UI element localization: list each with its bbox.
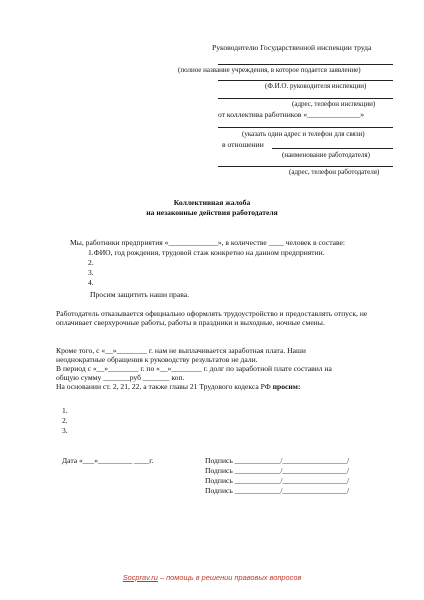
employer-address-blank-line: [218, 166, 393, 167]
signature-row-4: Подпись ____________/_________________/: [205, 486, 350, 495]
list1-item-4: 4.: [88, 278, 94, 287]
list1-item-3: 3.: [88, 268, 94, 277]
institution-blank-line: [218, 64, 393, 65]
document-subtitle: на незаконные действия работодателя: [146, 208, 278, 217]
addressee-title: Руководителю Государственной инспекции труда: [212, 43, 372, 52]
from-collective: от коллектива работников «______________»: [218, 110, 365, 119]
basis-request: просим:: [272, 382, 301, 391]
paragraph2-line-4: общую сумму _______руб _______ коп.: [56, 373, 185, 382]
footer-site-link[interactable]: Socprav.ru: [122, 573, 158, 582]
footer: [0, 573, 424, 582]
list2-item-2: 2.: [62, 416, 68, 425]
basis-line: [56, 382, 301, 391]
hint-employer-name: (наименование работодателя): [282, 151, 370, 159]
request-protect: Просим защитить наши права.: [90, 290, 189, 299]
footer-tagline: – помощь в решении правовых вопросов: [157, 573, 302, 582]
contact-blank-line: [218, 127, 393, 128]
regarding-blank-line: [272, 148, 393, 149]
hint-fio: (Ф.И.О. руководителя инспекции): [265, 82, 367, 90]
intro-text: Мы, работники предприятия «_____________», в количестве ____ человек в составе:: [70, 238, 346, 247]
hint-employer-address: (адрес, телефон работодателя): [289, 168, 380, 176]
paragraph2-line-1: Кроме того, с «__»________ г. нам не выплачивается заработная плата. Наши: [56, 346, 306, 355]
document-title: Коллективная жалоба: [173, 198, 251, 207]
regarding-label: в отношении: [222, 140, 264, 149]
list1-item-1: 1.ФИО, год рождения, трудовой стаж конкретно на данном предприятии.: [88, 248, 325, 257]
list2-item-1: 1.: [62, 406, 68, 415]
fio-blank-line: [218, 80, 393, 81]
paragraph-employer-refuses: Работодатель отказывается официально оформлять трудоустройство и предоставлять отпуск, не оплачивает сверхурочные работы, работы в праздники и выходные, ночные смены.: [56, 309, 368, 327]
list2-item-3: 3.: [62, 426, 68, 435]
basis-text: На основании ст. 2, 21, 22, а также главы 21 Трудового кодекса РФ: [56, 382, 273, 391]
signature-row-1: Подпись ____________/_________________/: [205, 456, 350, 465]
paragraph2-line-3: В период с «__»________ г. по «__»________ г. долг по заработной плате составил на: [56, 364, 332, 373]
signature-row-2: Подпись ____________/_________________/: [205, 466, 350, 475]
hint-institution: (полное название учреждения, в которое подается заявление): [178, 66, 361, 74]
inspection-address-blank-line: [218, 98, 393, 99]
hint-address-inspection: (адрес, телефон инспекции): [292, 100, 376, 108]
paragraph2-line-2: неоднократные обращения к руководству результатов не дали.: [56, 355, 258, 364]
signature-row-3: Подпись ____________/_________________/: [205, 476, 350, 485]
list1-item-2: 2.: [88, 258, 94, 267]
date-field: Дата «___»_________ ____г.: [62, 456, 154, 465]
hint-address-contact: (указать один адрес и телефон для связи): [242, 130, 365, 138]
